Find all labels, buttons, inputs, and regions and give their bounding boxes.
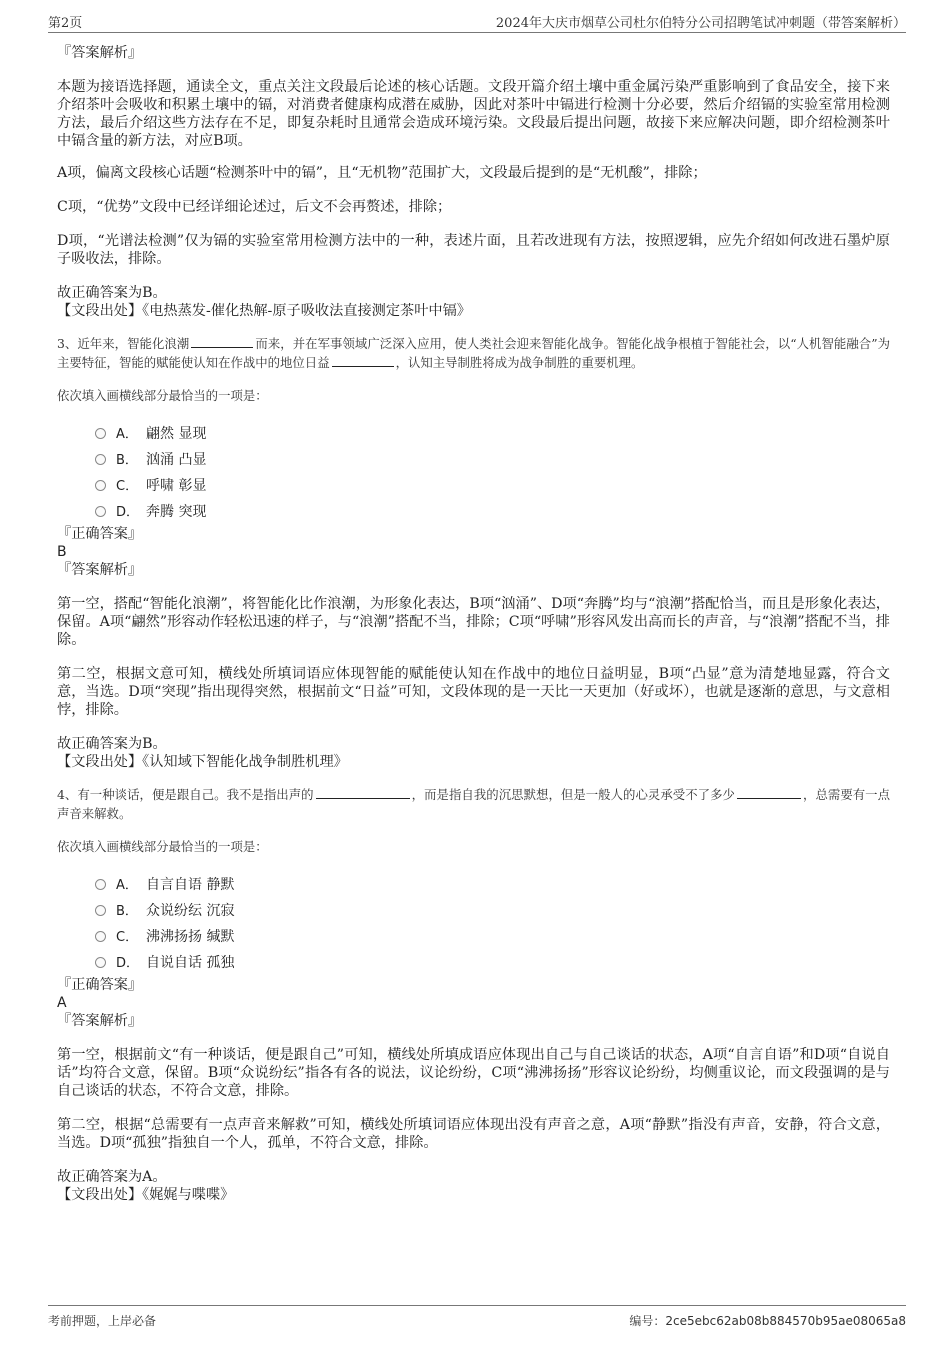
option-text: 汹涌 凸显: [146, 452, 207, 468]
q3-stem-part-1: 3、近年来，智能化浪潮: [57, 336, 190, 351]
q3-conclusion: 故正确答案为B。: [57, 736, 167, 752]
q2-source-title: 《电热蒸发-催化热解-原子吸收法直接测定茶叶中镉》: [142, 303, 471, 319]
q4-stem: [57, 785, 890, 823]
q4-analysis-p2: 第二空，根据“总需要有一点声音来解救”可知，横线处所填词语应体现出没有声音之意，A项“静默”指没有声音，安静，符合文意，当选。D项“孤独”指独自一个人，孤单，不符合文意，排除。: [57, 1117, 890, 1151]
q3-options: [95, 421, 890, 525]
q4-correct-answer: A: [57, 995, 67, 1011]
option-text: 翩然 显现: [146, 426, 207, 442]
option-text: 自言自语 静默: [146, 877, 235, 893]
option-letter: B．: [116, 453, 138, 468]
document-title: 2024年大庆市烟草公司杜尔伯特分公司招聘笔试冲刺题（带答案解析）: [495, 16, 906, 31]
q2-analysis-p2: A项，偏离文段核心话题“检测茶叶中的镉”，且“无机物”范围扩大，文段最后提到的是“无机酸”，排除；: [57, 165, 707, 181]
option-text: 自说自话 孤独: [146, 955, 235, 971]
q3-source-title: 《认知域下智能化战争制胜机理》: [142, 754, 348, 770]
q3-analysis-p1: 第一空，搭配“智能化浪潮”，将智能化比作浪潮，为形象化表达，B项“汹涌”、D项“奔腾”均与“浪潮”搭配恰当，而且是形象化表达，保留。A项“翩然”形容动作轻松迅速的样子，与“浪潮”搭配不当，排除；C项“呼啸”形容风发出高而长的声音，与“浪潮”搭配不当，排除。: [57, 596, 890, 648]
q4-source-title: 《娓娓与喋喋》: [142, 1187, 235, 1203]
radio-icon[interactable]: [95, 905, 106, 916]
q4-option-b[interactable]: [95, 898, 890, 924]
code-value: 2ce5ebc62ab08b884570b95ae08065a8: [665, 1314, 906, 1328]
radio-icon[interactable]: [95, 428, 106, 439]
q3-stem-part-2: 而来，并在军事领域广泛深入应用，使人类社会迎来智能化战争。智能化战争根植于智能社会，以“人机智能融合”为主要特征，智能的赋能使认知在作战中的地位日益: [57, 336, 891, 370]
q3-blank-2: [332, 354, 394, 367]
q4-source-label: 【文段出处】: [57, 1187, 143, 1203]
q4-option-c[interactable]: [95, 924, 890, 950]
q3-correct-answer: B: [57, 544, 67, 560]
radio-icon[interactable]: [95, 931, 106, 942]
q3-option-a[interactable]: [95, 421, 890, 447]
page-number: 第2页: [48, 16, 83, 31]
option-letter: D．: [116, 956, 140, 971]
q4-stem-part-2: ，而是指自我的沉思默想，但是一般人的心灵承受不了多少: [411, 787, 735, 802]
document-body: [57, 44, 890, 1204]
document-code: [629, 1312, 906, 1329]
option-letter: C．: [116, 479, 139, 494]
q3-prompt: 依次填入画横线部分最恰当的一项是：: [57, 388, 268, 403]
q2-analysis-p3: C项，“优势”文段中已经详细论述过，后文不会再赘述，排除；: [57, 199, 452, 215]
q4-correct-label: 『正确答案』: [57, 977, 143, 993]
radio-icon[interactable]: [95, 506, 106, 517]
option-letter: A．: [116, 878, 138, 893]
q3-analysis-label: 『答案解析』: [57, 562, 143, 578]
option-letter: D．: [116, 505, 140, 520]
q2-source-label: 【文段出处】: [57, 303, 143, 319]
option-letter: A．: [116, 427, 138, 442]
q3-stem-part-3: ，认知主导制胜将成为战争制胜的重要机理。: [395, 355, 644, 370]
q3-analysis-p2: 第二空，根据文意可知，横线处所填词语应体现智能的赋能使认知在作战中的地位日益明显，B项“凸显”意为清楚地显露，符合文意，当选。D项“突现”指出现得突然，根据前文“日益”可知，文段体现的是一天比一天更加（好或坏），也就是逐渐的意思，与文意相悖，排除。: [57, 666, 890, 718]
option-text: 沸沸扬扬 缄默: [146, 929, 235, 945]
q4-blank-2: [737, 786, 801, 799]
q4-analysis-p1: 第一空，根据前文“有一种谈话，便是跟自己”可知，横线处所填成语应体现出自己与自己谈话的状态，A项“自言自语”和D项“自说自话”均符合文意，保留。B项“众说纷纭”指各有各的说法，议论纷纷，C项“沸沸扬扬”形容议论纷纷，均侧重议论，而文段强调的是与自己谈话的状态，不符合文意，排除。: [57, 1047, 890, 1099]
footer-slogan: 考前押题，上岸必备: [48, 1314, 157, 1328]
q2-analysis-p1: 本题为接语选择题，通读全文，重点关注文段最后论述的核心话题。文段开篇介绍土壤中重金属污染严重影响到了食品安全，接下来介绍茶叶会吸收和积累土壤中的镉，对消费者健康构成潜在威胁，因此对茶叶中镉进行检测十分必要，然后介绍镉的实验室常用检测方法，最后介绍这些方法存在不足，即复杂耗时且通常会造成环境污染。文段最后提出问题，故接下来应解决问题，即介绍检测茶叶中镉含量的新方法，对应B项。: [57, 79, 890, 149]
radio-icon[interactable]: [95, 480, 106, 491]
q2-analysis-label: 『答案解析』: [57, 45, 143, 61]
q3-correct-label: 『正确答案』: [57, 526, 143, 542]
option-text: 呼啸 彰显: [146, 478, 207, 494]
q3-source: [57, 753, 890, 771]
q4-options: [95, 872, 890, 976]
q3-option-c[interactable]: [95, 473, 890, 499]
q3-blank-1: [191, 335, 253, 348]
option-text: 奔腾 突现: [146, 504, 207, 520]
radio-icon[interactable]: [95, 454, 106, 465]
q4-source: [57, 1186, 890, 1204]
q4-prompt: 依次填入画横线部分最恰当的一项是：: [57, 839, 268, 854]
q4-option-a[interactable]: [95, 872, 890, 898]
page-footer: [48, 1305, 906, 1332]
q4-analysis-label: 『答案解析』: [57, 1013, 143, 1029]
q4-blank-1: [316, 786, 410, 799]
page-header: [48, 12, 906, 33]
code-label: 编号：: [629, 1314, 666, 1328]
q4-conclusion: 故正确答案为A。: [57, 1169, 167, 1185]
q3-stem: [57, 334, 890, 372]
radio-icon[interactable]: [95, 957, 106, 968]
q3-option-b[interactable]: [95, 447, 890, 473]
q3-option-d[interactable]: [95, 499, 890, 525]
q2-conclusion: 故正确答案为B。: [57, 285, 167, 301]
q3-source-label: 【文段出处】: [57, 754, 143, 770]
q2-source: [57, 302, 890, 320]
option-letter: B．: [116, 904, 138, 919]
q4-option-d[interactable]: [95, 950, 890, 976]
radio-icon[interactable]: [95, 879, 106, 890]
q4-stem-part-3: ，总需要有一点声音来解救。: [57, 787, 891, 821]
q2-analysis-p4: D项，“光谱法检测”仅为镉的实验室常用检测方法中的一种，表述片面，且若改进现有方法，按照逻辑，应先介绍如何改进石墨炉原子吸收法，排除。: [57, 233, 890, 267]
q4-stem-part-1: 4、有一种谈话，便是跟自己。我不是指出声的: [57, 787, 314, 802]
option-letter: C．: [116, 930, 139, 945]
option-text: 众说纷纭 沉寂: [146, 903, 235, 919]
